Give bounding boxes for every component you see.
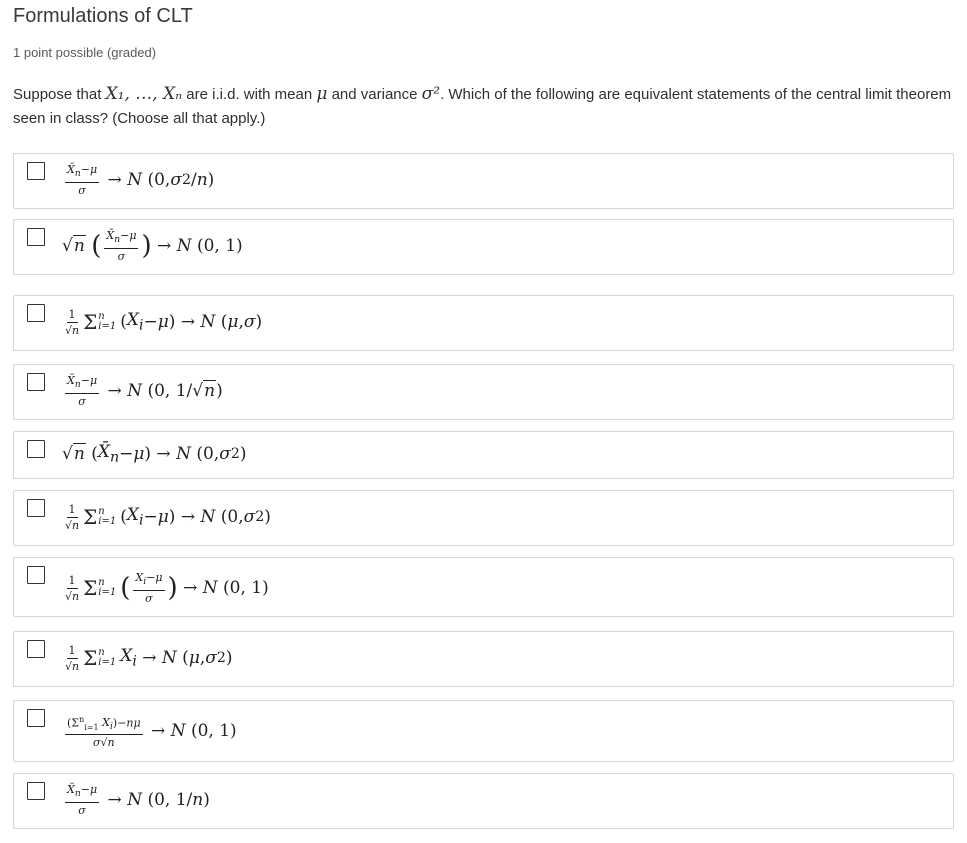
option-5-formula: √n ( $X̄_n$ − μ ) → N (0, σ 2 ) [62,442,247,466]
prompt-text-2: are i.i.d. with mean [182,86,317,103]
option-1-formula: $\frac{X̄_n-\mu}{\sigma}$ → N (0, σ 2 / n ) [67,163,215,197]
option-7-checkbox[interactable] [27,566,45,584]
prompt-text-4: . Which of the following are equivalent statements of the central limit theorem seen in class? (Choose all that apply.) [13,86,952,127]
option-10-checkbox[interactable] [27,782,45,800]
option-8[interactable] [13,631,954,687]
option-8-checkbox[interactable] [27,640,45,658]
option-4-formula: $\frac{X̄_n-\mu}{\sigma}$ → N (0, 1/ √n ) [67,374,223,408]
option-7[interactable] [13,557,954,617]
option-9-checkbox[interactable] [27,709,45,727]
option-7-formula: $\frac{1}{√n}$ Σ n i=1 ( $\frac{X_i-\mu}{\sigma}$ ) → N (0, 1) [65,571,269,605]
option-10-formula: $\frac{X̄_n-\mu}{\sigma}$ → N (0, 1/ n ) [67,783,210,817]
option-2[interactable] [13,219,954,275]
option-10[interactable] [13,773,954,829]
math-x-sequence: X₁, …, Xₙ [105,84,183,104]
option-1-checkbox[interactable] [27,162,45,180]
option-9[interactable] [13,700,954,762]
math-mu: μ [316,84,328,104]
problem-prompt [13,82,953,131]
option-3-checkbox[interactable] [27,304,45,322]
option-6-checkbox[interactable] [27,499,45,517]
option-6-formula: $\frac{1}{√n}$ Σ n i=1 ( $X_i$ − μ ) → N (0, σ 2 ) [65,502,271,532]
problem-title: Formulations of CLT [13,5,193,27]
option-5-checkbox[interactable] [27,440,45,458]
option-5[interactable] [13,431,954,479]
option-2-formula: √n ( $\frac{X̄_n-\mu}{\sigma}$ ) → N (0, 1) [62,229,243,263]
math-sigma-squared: σ² [421,84,441,104]
option-6[interactable] [13,490,954,546]
option-4[interactable] [13,364,954,420]
option-1[interactable] [13,153,954,209]
option-3-formula: $\frac{1}{√n}$ Σ n i=1 ( $X_i$ − μ ) → N ( μ , σ ) [65,307,263,337]
option-4-checkbox[interactable] [27,373,45,391]
option-3[interactable] [13,295,954,351]
option-8-formula: $\frac{1}{√n}$ Σ n i=1 $X_i$ → N ( μ , σ 2 ) [65,643,233,673]
prompt-text-1: Suppose that [13,86,106,103]
prompt-text-3: and variance [327,86,422,103]
points-possible: 1 point possible (graded) [13,45,157,60]
option-9-formula: $\frac{(\Sigma^n_{i=1} X_i)-n\mu}{\sigma√n}$ → N (0, 1) [67,714,237,750]
option-2-checkbox[interactable] [27,228,45,246]
